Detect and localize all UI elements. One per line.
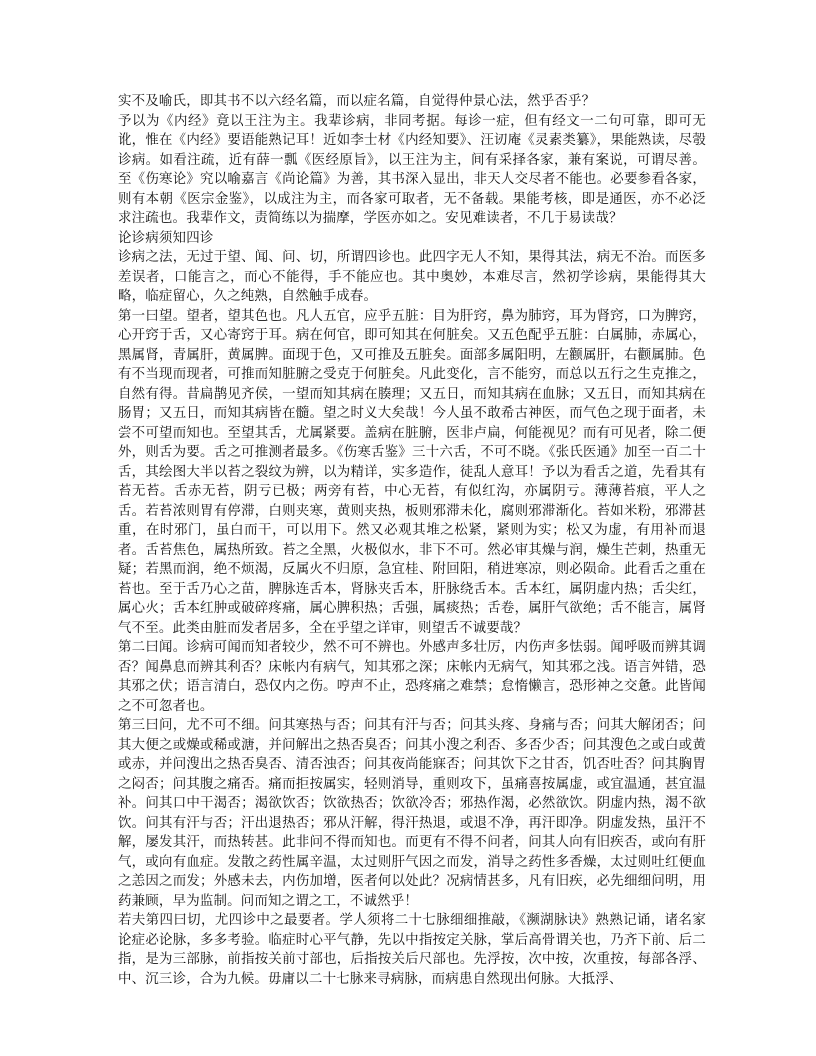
paragraph-pulse: 若夫第四曰切，尤四诊中之最要者。学人须将二十七脉细细推敲，《濒湖脉诀》熟熟记诵，诸名家论症必论脉，多多考验。临症时心平气静，先以中指按定关脉，掌后高骨谓关也，乃齐下前、后二指，是为三部脉，前指按关前寸部也，后指按关后尺部也。先浮按，次中按，次重按，每部各浮、中、沉三诊，合为九候。毋庸以二十七脉来寻病脉，而病患自然现出何脉。大抵浮、 xyxy=(118,913,706,987)
paragraph-listening: 第二曰闻。诊病可闻而知者较少，然不可不辨也。外感声多壮厉，内伤声多怯弱。闻呼吸而辨其调否？闻鼻息而辨其利否？床帐内有病气，知其邪之深；床帐内无病气，知其邪之浅。语言舛错，恐其邪之伏；语言清白，恐仅内之伤。哼声不止，恐疼痛之难禁；怠惰懒言，恐形神之交惫。此皆闻之不可忽者也。 xyxy=(118,640,706,714)
paragraph-four-diagnoses: 诊病之法，无过于望、闻、问、切，所谓四诊也。此四字无人不知，果得其法，病无不治。而医多差误者，口能言之，而心不能得，手不能应也。其中奥妙，本难尽言，然初学诊病，果能得其大略，临症留心，久之纯熟，自然触手成春。 xyxy=(118,250,706,304)
section-heading: 论诊病须知四诊 xyxy=(118,230,214,246)
paragraph-intro-ending: 实不及喻氏，即其书不以六经名篇，而以症名篇，自觉得仲景心法，然乎否乎？ xyxy=(118,94,596,109)
paragraph-study-advice: 予以为《内经》竟以王注为主。我辈诊病，非同考据。每诊一症，但有经文一二句可靠，即可无讹，惟在《内经》要语能熟记耳！近如李士材《内经知要》、汪讱庵《灵素类纂》，果能熟读，尽彀诊病。如看注疏，近有薛一瓢《医经原旨》，以王注为主，间有采择各家，兼有案说，可谓尽善。至《伤寒论》究以喻嘉言《尚论篇》为善，其书深入显出，非天人交尽者不能也。必要参看各家，则有本朝《医宗金鉴》，以成注为主，而各家可取者，无不备载。果能考核，即是通医，亦不必泛求注疏也。我辈作文，责简练以为揣摩，学医亦如之。安见难读者，不几于易读哉？ xyxy=(118,113,706,226)
paragraph-inspection: 第一曰望。望者，望其色也。凡人五官，应乎五脏：目为肝窍，鼻为肺窍，耳为肾窍，口为脾窍，心开窍于舌，又心寄窍于耳。病在何官，即可知其在何脏矣。又五色配乎五脏：白属肺，赤属心，黑属肾，青属肝，黄属脾。面现于色，又可推及五脏矣。面部多属阳明，左颧属肝，右颧属肺。色有不当现而现者，可推而知脏腑之受克于何脏矣。凡此变化，言不能穷，而总以五行之生克推之，自然有得。昔扁鹊见齐侯，一望而知其病在腠理；又五日，而知其病在血脉；又五日，而知其病在肠胃；又五日，而知其病皆在髓。望之时义大矣哉！今人虽不敢希古神医，而气色之现于面者，未尝不可望而知也。至望其舌，尤属紧要。盖病在脏腑，医非卢扁，何能视见？而有可见者，除二便外，则舌为要。舌之可推测者最多。《伤寒舌鉴》三十六舌，不可不晓。《张氏医通》加至一百二十舌，其绘图大半以苔之裂纹为辨，以为精详，实多造作，徒乱人意耳！予以为看舌之道，先看其有苔无苔。舌赤无苔，阴亏已极；两旁有苔，中心无苔，有似红沟，亦属阴亏。薄薄苔痕，平人之舌。若苔浓则胃有停滞，白则夹寒，黄则夹热，板则邪滞未化，腐则邪滞渐化。苔如米粉，邪滞甚重，在时邪门，虽白而干，可以用下。然又必观其堆之松紧，紧则为实；松又为虚，有用补而退者。舌苔焦色，属热所致。苔之全黑，火极似水，非下不可。然必审其燥与润，燥生芒刺，热重无疑；若黑而润，绝不烦渴，反属火不归原，急宜桂、附回阳，稍进寒凉，则必陨命。此看舌之重在苔也。至于舌乃心之苗，脾脉连舌本，肾脉夹舌本，肝脉绕舌本。舌本红，属阴虚内热；舌尖红，属心火；舌本红肿或破碎疼痛，属心脾积热；舌强，属痰热；舌卷，属肝气欲绝；舌不能言，属肾气不至。此类由脏而发者居多，全在乎望之详审，则望舌不诚要哉？ xyxy=(118,308,706,636)
paragraph-inquiry: 第三曰问，尤不可不细。问其寒热与否；问其有汗与否；问其头疼、身痛与否；问其大解闭否；问其大便之或燥或稀或溏，并问解出之热否臭否；问其小溲之利否、多否少否；问其溲色之或白或黄或赤，并问溲出之热否臭否、清否浊否；问其夜尚能寐否；问其饮下之甘否，饥否吐否？问其胸胃之闷否；问其腹之痛否。痛而拒按属实，轻则消导，重则攻下，虽痛喜按属虚，或宜温通，甚宜温补。问其口中干渴否；渴欲饮否；饮欲热否；饮欲冷否；邪热作渴，必然欲饮。阴虚内热，渴不欲饮。问其有汗与否；汗出退热否；邪从汗解，得汗热退，或退不净，再汗即净。阴虚发热，虽汗不解，屡发其汗，而热转甚。此非问不得而知也。而更有不得不问者，问其人向有旧疾否，或向有肝气，或向有血症。发散之药性属辛温，太过则肝气因之而发，消导之药性多香燥，太过则吐红便血之恙因之而发；外感未去，内伤加增，医者何以处此？况病情甚多，凡有旧疾，必先细细问明，用药兼顾，早为监制。问而知之谓之工，不诚然乎！ xyxy=(118,718,706,909)
document-page xyxy=(118,92,706,1032)
